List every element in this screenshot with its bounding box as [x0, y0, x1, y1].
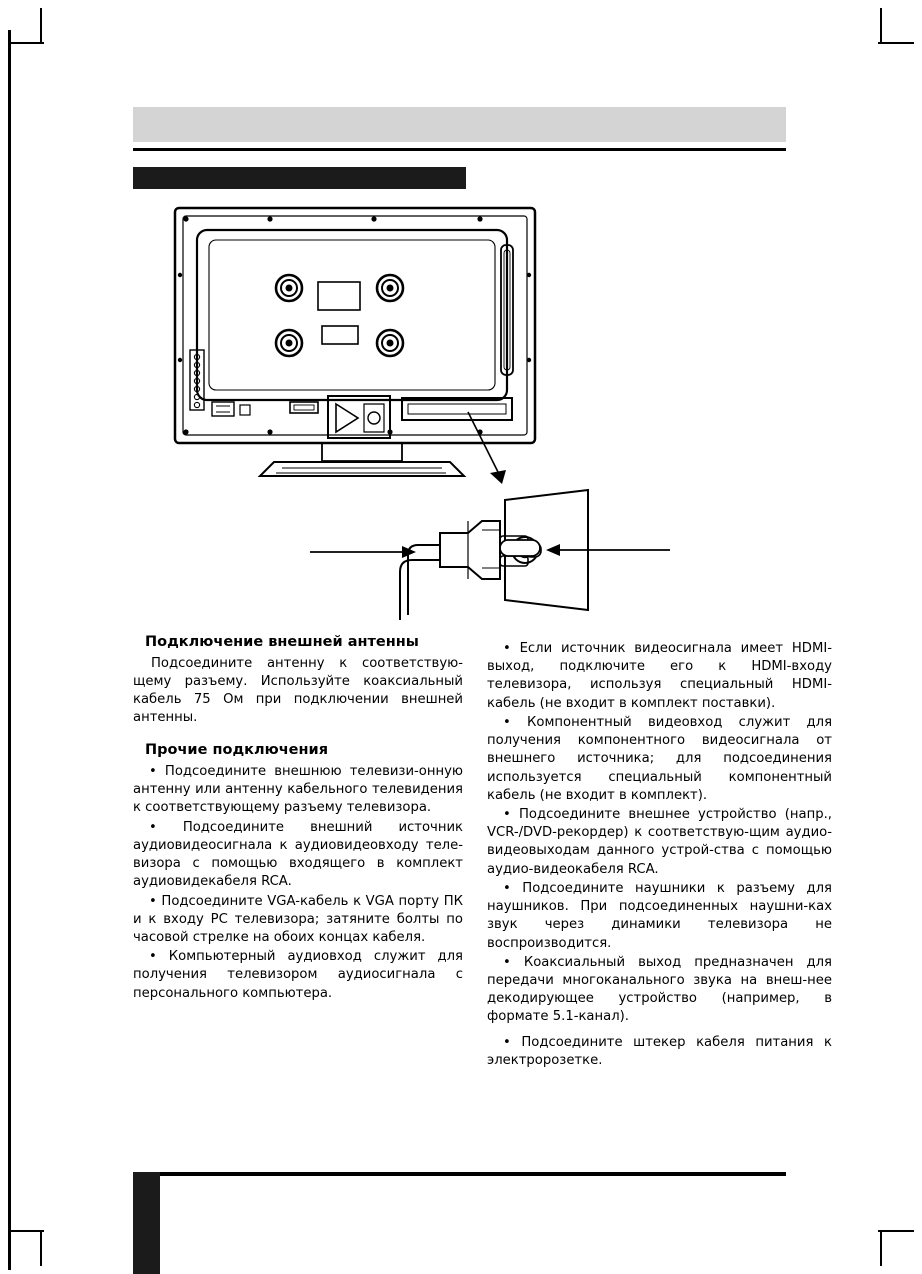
crop-mark-top-left-h [8, 42, 44, 44]
figure-svg [150, 200, 770, 630]
header-rule [133, 148, 786, 151]
list-item: • Подсоедините внешнее устройство (напр., VCR-/DVD-рекордер) к соответствую-щим аудио-видеовыходам данного устрой-ства с помощью аудио-видеокабеля RCA. [487, 806, 832, 877]
crop-mark-bottom-left-h [8, 1230, 44, 1232]
crop-mark-top-right-h [878, 42, 914, 44]
left-text-column [133, 633, 463, 1004]
crop-mark-bottom-left-v [40, 1230, 42, 1266]
crop-mark-bottom-right-v [880, 1230, 882, 1266]
list-item: • Подсоедините VGA-кабель к VGA порту ПК и к входу PC телевизора; затяните болты по часовой стрелке на обоих концах кабеля. [133, 893, 463, 945]
section-tag [133, 167, 466, 189]
footer-page-tab [133, 1172, 160, 1274]
footer-rule [160, 1172, 786, 1176]
tv-rear-panel-connection-diagram [150, 200, 770, 630]
list-item: • Коаксиальный выход предназначен для передачи многоканального звука на внеш-нее декодирующее устройство (например, в формате 5.1-канал). [487, 954, 832, 1025]
crop-mark-top-left-v [40, 8, 42, 44]
heading-antenna-connection: Подключение внешней антенны [145, 634, 419, 650]
crop-mark-top-right-v [880, 8, 882, 44]
header-bar [133, 107, 786, 142]
list-item: • Компонентный видеовход служит для получения компонентного видеосигнала от внешнего источника; для подсоединения используется специальный компонентный кабель (не входит в комплект). [487, 714, 832, 803]
list-item: • Подсоедините наушники к разъему для наушников. При подсоединенных наушни-ках звук через динамики телевизора не воспроизводится. [487, 880, 832, 951]
list-item: • Компьютерный аудиовход служит для получения телевизором аудиосигнала с персонального компьютера. [133, 949, 463, 1001]
crop-mark-bottom-right-h [878, 1230, 914, 1232]
list-item: • Если источник видеосигнала имеет HDMI-выход, подключите его к HDMI-входу телевизора, используя специальный HDMI-кабель (не входит в комплект поставки). [487, 641, 832, 711]
heading-other-connections: Прочие подключения [145, 742, 328, 759]
list-item: • Подсоедините внешнюю телевизи-онную антенну или антенну кабельного телевидения к соответствующему разъему телевизора. [133, 764, 463, 816]
antenna-paragraph: Подсоедините антенну к соответствую-щему разъему. Используйте коаксиальный кабель 75 Ом при подключении внешней антенны. [133, 655, 463, 726]
list-item: • Подсоедините штекер кабеля питания к электророзетке. [487, 1034, 832, 1068]
list-item: • Подсоедините внешний источник аудиовидеосигнала к аудиовидеовходу теле-визора с помощью входящего в комплект аудиовидекабеля RCA. [133, 819, 463, 890]
page-border-left [8, 30, 11, 1270]
right-text-column [487, 640, 832, 1071]
